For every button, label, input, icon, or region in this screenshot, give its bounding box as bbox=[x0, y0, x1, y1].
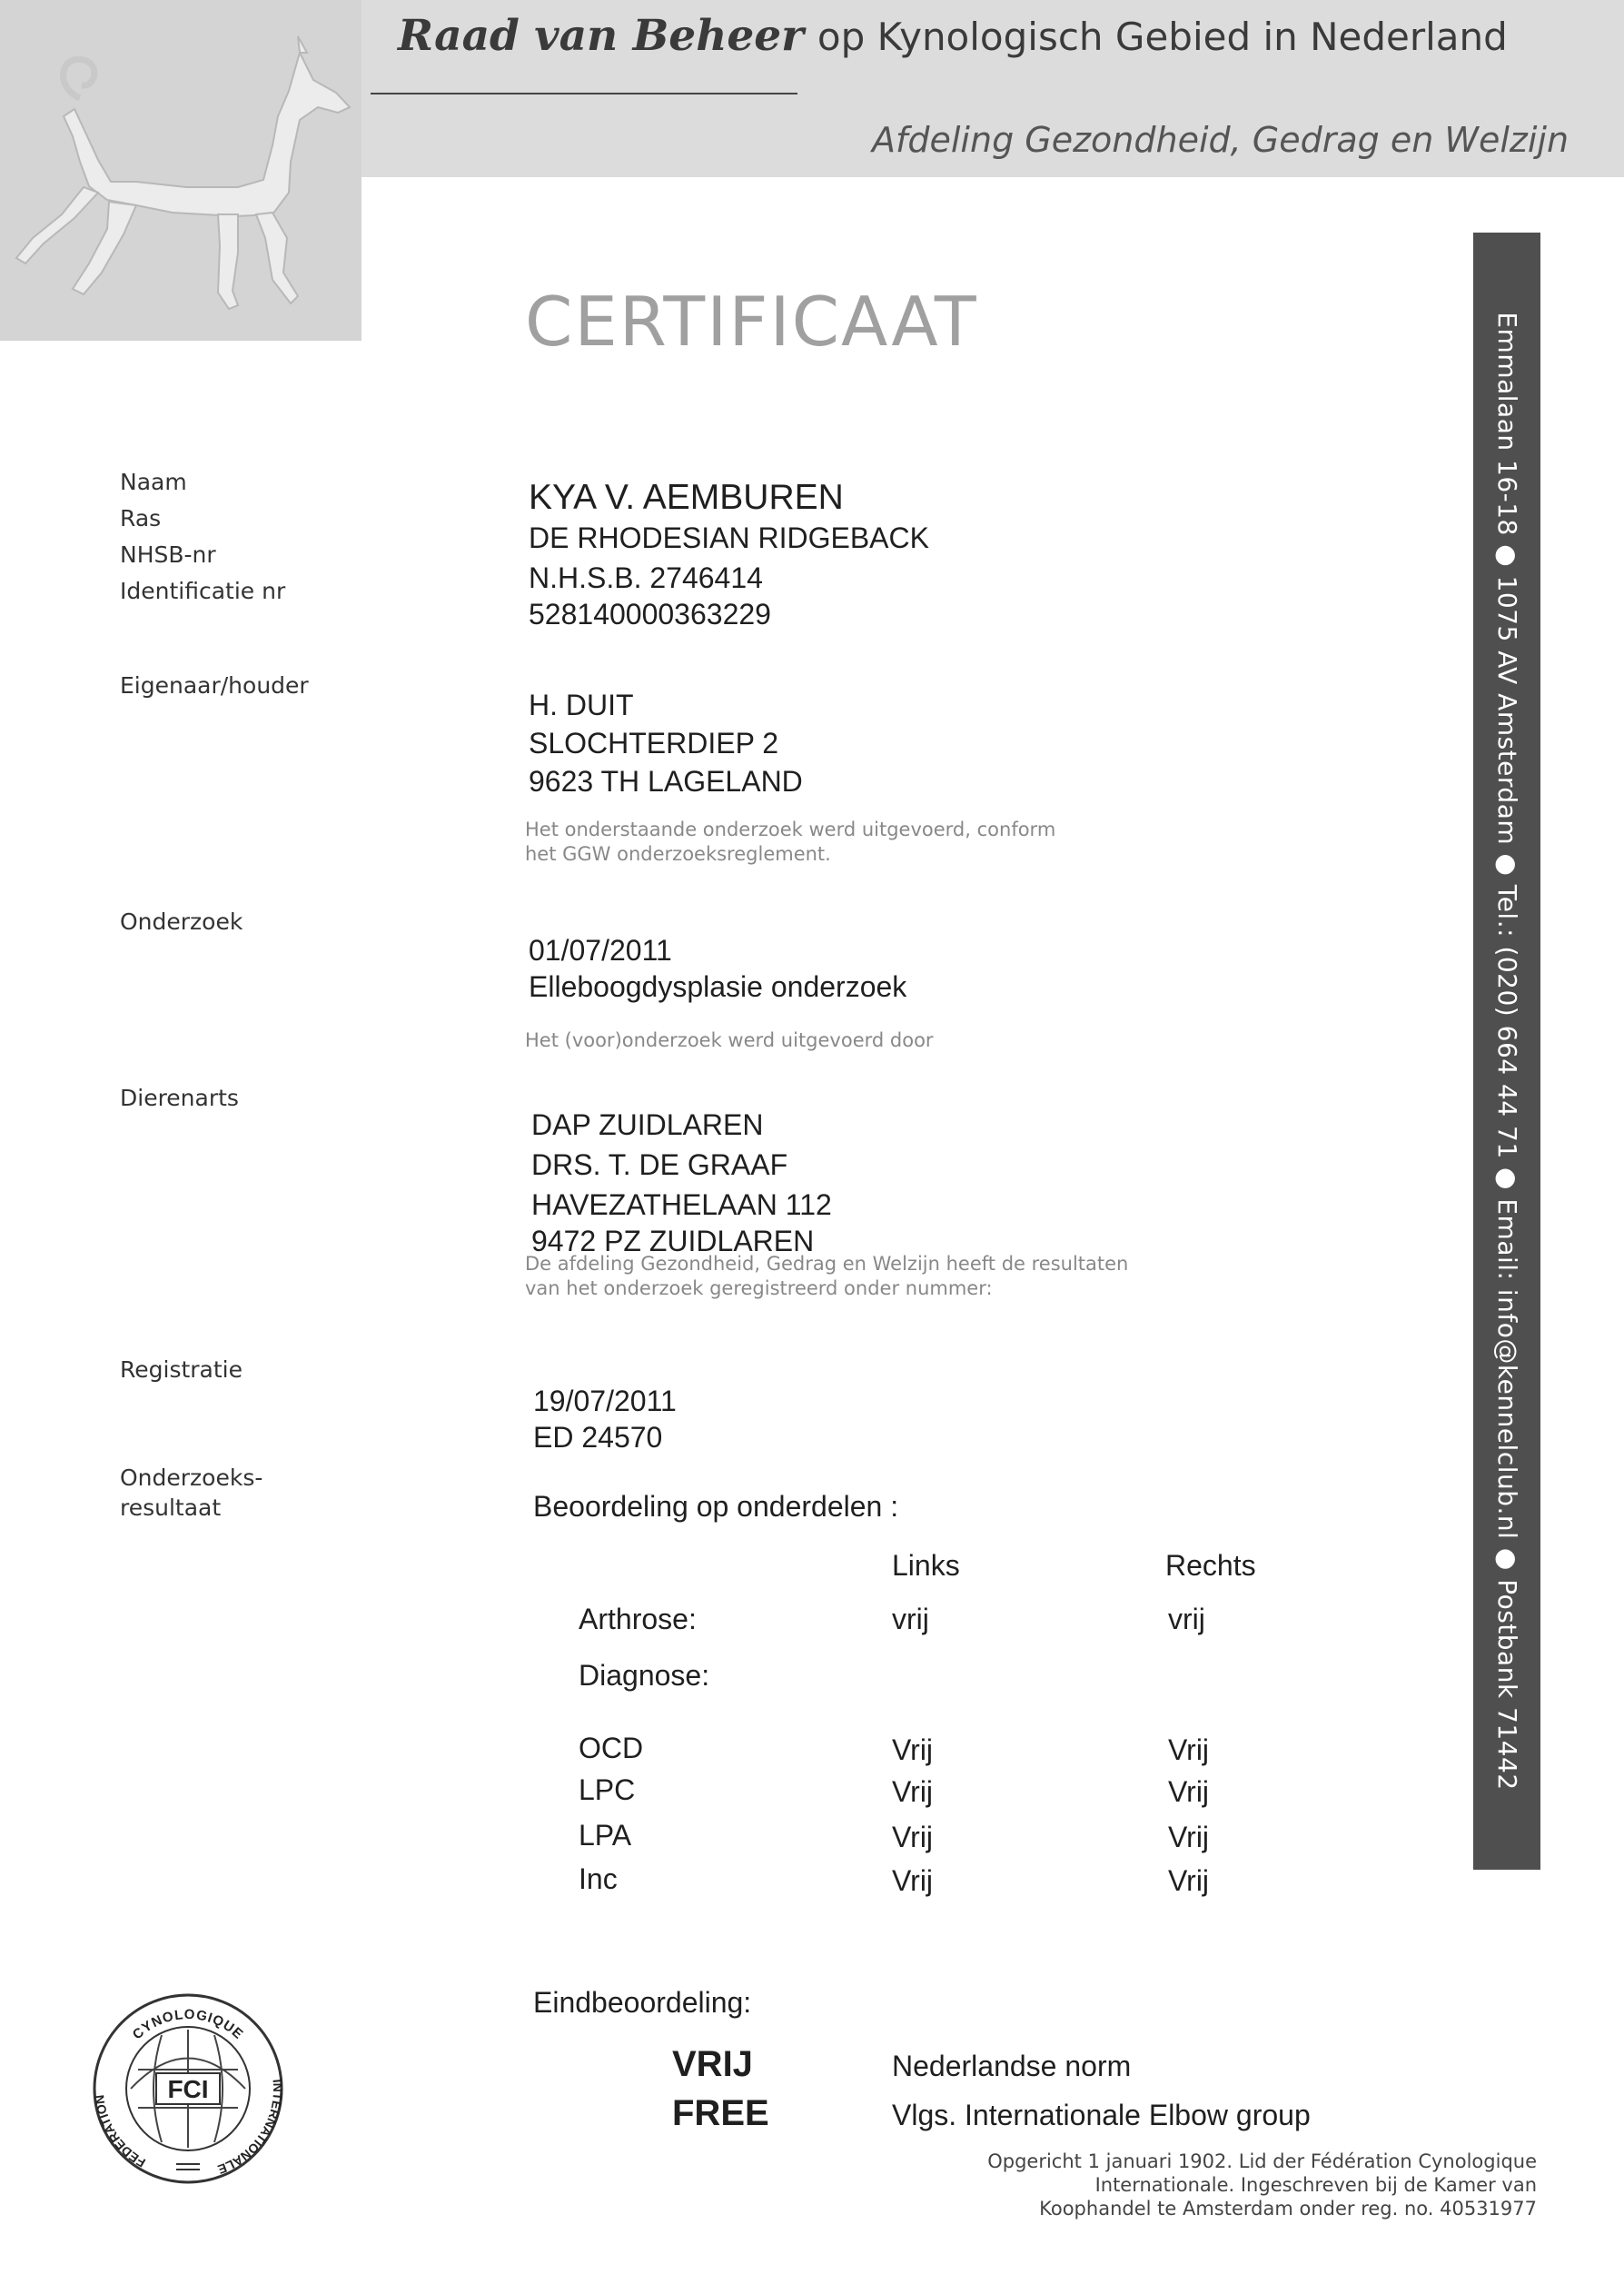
header-rule bbox=[371, 93, 797, 94]
diagnosis-row-name: LPC bbox=[579, 1773, 636, 1806]
diagnosis-row-left: Vrij bbox=[892, 1775, 934, 1808]
footer-line-2: Internationale. Ingeschreven bij de Kamer van bbox=[1094, 2174, 1537, 2196]
seal-left-text: FEDERATION bbox=[92, 2093, 148, 2170]
final-norm-international: Vlgs. Internationale Elbow group bbox=[892, 2099, 1311, 2131]
note-geregistreerd-1: De afdeling Gezondheid, Gedrag en Welzijn heeft de resultaten bbox=[525, 1253, 1129, 1275]
label-naam: Naam bbox=[120, 469, 187, 495]
note-reglement-2: het GGW onderzoeksreglement. bbox=[525, 843, 831, 865]
organization-name bbox=[398, 11, 1508, 61]
results-heading: Beoordeling op onderdelen : bbox=[533, 1490, 899, 1523]
registration-date: 19/07/2011 bbox=[533, 1385, 677, 1417]
svg-text:INTERNATIONALE bbox=[216, 2079, 285, 2177]
vet-line-3: HAVEZATHELAAN 112 bbox=[531, 1188, 832, 1221]
registration-number: ED 24570 bbox=[533, 1421, 663, 1454]
certificate-title: CERTIFICAAT bbox=[525, 282, 978, 362]
final-result-free: FREE bbox=[672, 2093, 769, 2133]
dog-nhsb: N.H.S.B. 2746414 bbox=[529, 561, 763, 594]
exam-type: Elleboogdysplasie onderzoek bbox=[529, 970, 907, 1003]
diagnosis-row-right: Vrij bbox=[1168, 1733, 1210, 1766]
organization-name-serif: Raad van Beheer bbox=[398, 11, 804, 61]
diagnosis-row-right: Vrij bbox=[1168, 1864, 1210, 1897]
dog-chip: 528140000363229 bbox=[529, 598, 771, 631]
note-geregistreerd-2: van het onderzoek geregistreerd onder nummer: bbox=[525, 1277, 993, 1299]
arthrose-label: Arthrose: bbox=[579, 1603, 697, 1635]
note-uitgevoerd: Het (voor)onderzoek werd uitgevoerd door bbox=[525, 1029, 934, 1051]
department-name: Afdeling Gezondheid, Gedrag en Welzijn bbox=[872, 120, 1570, 160]
diagnosis-row-right: Vrij bbox=[1168, 1821, 1210, 1853]
diagnosis-row-left: Vrij bbox=[892, 1864, 934, 1897]
label-resultaat-2: resultaat bbox=[120, 1495, 222, 1521]
diagnosis-row-right: Vrij bbox=[1168, 1775, 1210, 1808]
footer-note bbox=[926, 2150, 1537, 2220]
diagnosis-row-left: Vrij bbox=[892, 1821, 934, 1853]
label-onderzoek: Onderzoek bbox=[120, 909, 243, 935]
owner-street: SLOCHTERDIEP 2 bbox=[529, 727, 779, 760]
exam-date: 01/07/2011 bbox=[529, 934, 672, 967]
label-ras: Ras bbox=[120, 505, 162, 531]
owner-city: 9623 TH LAGELAND bbox=[529, 765, 803, 798]
final-result-vrij: VRIJ bbox=[672, 2044, 753, 2084]
label-resultaat-1: Onderzoeks- bbox=[120, 1465, 263, 1491]
diagnosis-row-name: OCD bbox=[579, 1732, 644, 1764]
diagnose-label: Diagnose: bbox=[579, 1659, 710, 1692]
vet-line-4: 9472 PZ ZUIDLAREN bbox=[531, 1225, 815, 1257]
arthrose-right: vrij bbox=[1168, 1603, 1205, 1635]
label-nhsb: NHSB-nr bbox=[120, 541, 216, 568]
final-norm-nl: Nederlandse norm bbox=[892, 2050, 1132, 2082]
label-eigenaar: Eigenaar/houder bbox=[120, 672, 309, 699]
dog-statue-icon bbox=[0, 0, 361, 341]
vet-line-2: DRS. T. DE GRAAF bbox=[531, 1148, 788, 1181]
diagnosis-row-name: LPA bbox=[579, 1819, 632, 1852]
label-dierenarts: Dierenarts bbox=[120, 1085, 239, 1111]
final-heading: Eindbeoordeling: bbox=[533, 1986, 752, 2019]
seal-top-text: CYNOLOGIQUE bbox=[129, 2006, 247, 2043]
results-col-right: Rechts bbox=[1165, 1549, 1256, 1582]
label-registratie: Registratie bbox=[120, 1356, 243, 1383]
seal-right-text: INTERNATIONALE bbox=[215, 2078, 286, 2178]
seal-center-text: FCI bbox=[167, 2075, 209, 2103]
owner-name: H. DUIT bbox=[529, 689, 634, 721]
note-reglement-1: Het onderstaande onderzoek werd uitgevoerd, conform bbox=[525, 819, 1056, 840]
side-contact-text: Emmalaan 16-18 ● 1075 AV Amsterdam ● Tel.: (020) 664 44 71 ● Email: info@kennelclub.nl ● Postbank 71442 bbox=[1492, 312, 1522, 1791]
diagnosis-row-left: Vrij bbox=[892, 1733, 934, 1766]
footer-line-1: Opgericht 1 januari 1902. Lid der Fédération Cynologique bbox=[987, 2150, 1537, 2172]
fci-seal-icon bbox=[91, 1991, 286, 2187]
organization-name-sans: op Kynologisch Gebied in Nederland bbox=[817, 15, 1508, 59]
svg-text:FEDERATION bbox=[92, 2094, 148, 2170]
label-identificatie: Identificatie nr bbox=[120, 578, 286, 604]
dog-logo-panel bbox=[0, 0, 361, 341]
arthrose-left: vrij bbox=[892, 1603, 929, 1635]
dog-breed: DE RHODESIAN RIDGEBACK bbox=[529, 521, 929, 554]
results-col-left: Links bbox=[892, 1549, 960, 1582]
footer-line-3: Koophandel te Amsterdam onder reg. no. 40531977 bbox=[1039, 2198, 1537, 2219]
vet-line-1: DAP ZUIDLAREN bbox=[531, 1108, 764, 1141]
dog-name: KYA V. AEMBUREN bbox=[529, 478, 844, 517]
diagnosis-row-name: Inc bbox=[579, 1862, 618, 1895]
